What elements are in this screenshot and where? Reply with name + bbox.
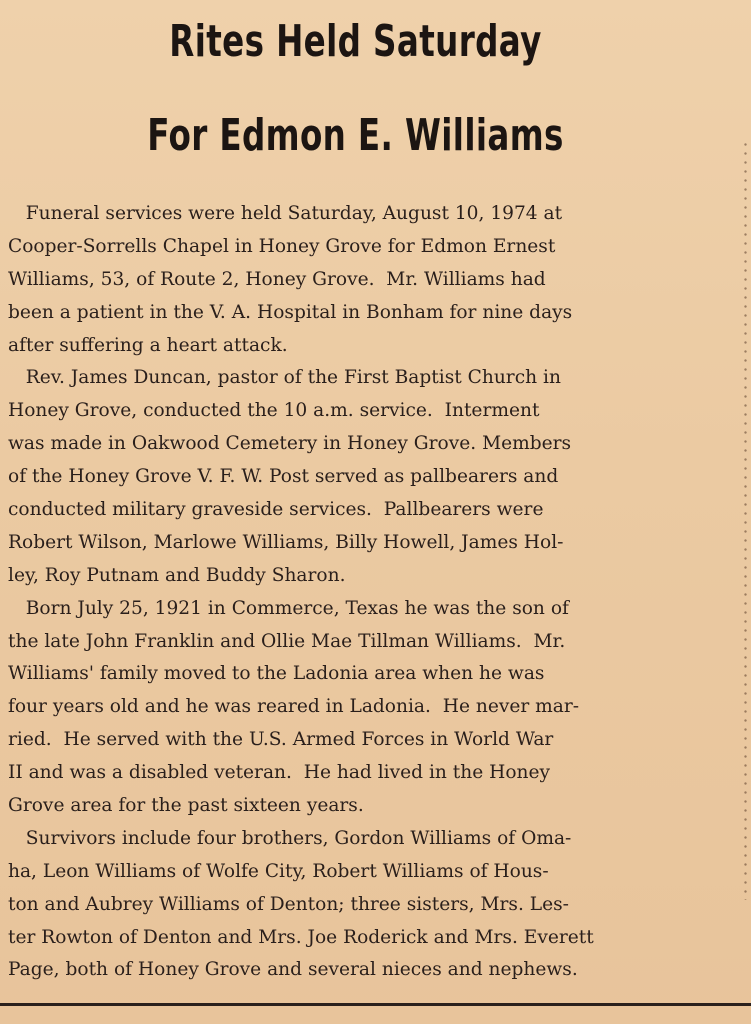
body-line: the late John Franklin and Ollie Mae Tillman Williams. Mr.: [8, 630, 566, 652]
headline-line-2: For Edmon E. Williams: [147, 110, 564, 161]
body-line: Cooper-Sorrells Chapel in Honey Grove for Edmon Ernest: [8, 235, 556, 257]
body-line: after suffering a heart attack.: [8, 334, 288, 356]
article-body: [8, 198, 718, 987]
body-line: ried. He served with the U.S. Armed Forces in World War: [8, 729, 554, 751]
body-line: Funeral services were held Saturday, August 10, 1974 at: [8, 203, 563, 224]
body-line: Honey Grove, conducted the 10 a.m. service. Interment: [8, 400, 540, 422]
body-line: Rev. James Duncan, pastor of the First Baptist Church in: [8, 367, 561, 389]
body-line: been a patient in the V. A. Hospital in Bonham for nine days: [8, 301, 573, 323]
body-line: four years old and he was reared in Ladonia. He never mar-: [8, 696, 580, 718]
body-line: Survivors include four brothers, Gordon Williams of Oma-: [8, 827, 572, 849]
bottom-rule: [0, 1003, 751, 1006]
body-line: Page, both of Honey Grove and several nieces and nephews.: [8, 959, 578, 981]
headline-line-1: Rites Held Saturday: [169, 16, 542, 67]
body-line: ton and Aubrey Williams of Denton; three sisters, Mrs. Les-: [8, 893, 569, 915]
body-line: ter Rowton of Denton and Mrs. Joe Roderick and Mrs. Everett: [8, 926, 594, 948]
body-line: was made in Oakwood Cemetery in Honey Grove. Members: [8, 433, 572, 455]
body-line: Grove area for the past sixteen years.: [8, 795, 364, 817]
body-line: ha, Leon Williams of Wolfe City, Robert Williams of Hous-: [8, 860, 549, 882]
body-line: ley, Roy Putnam and Buddy Sharon.: [8, 564, 346, 586]
body-line: II and was a disabled veteran. He had lived in the Honey: [8, 762, 551, 784]
perforated-edge: [744, 140, 747, 900]
body-line: Born July 25, 1921 in Commerce, Texas he was the son of: [8, 597, 569, 619]
body-line: of the Honey Grove V. F. W. Post served as pallbearers and: [8, 466, 559, 488]
body-line: Williams' family moved to the Ladonia area when he was: [8, 663, 545, 685]
body-line: conducted military graveside services. Pallbearers were: [8, 499, 544, 521]
body-line: Robert Wilson, Marlowe Williams, Billy Howell, James Hol-: [8, 531, 564, 553]
body-line: Williams, 53, of Route 2, Honey Grove. Mr. Williams had: [8, 268, 546, 290]
